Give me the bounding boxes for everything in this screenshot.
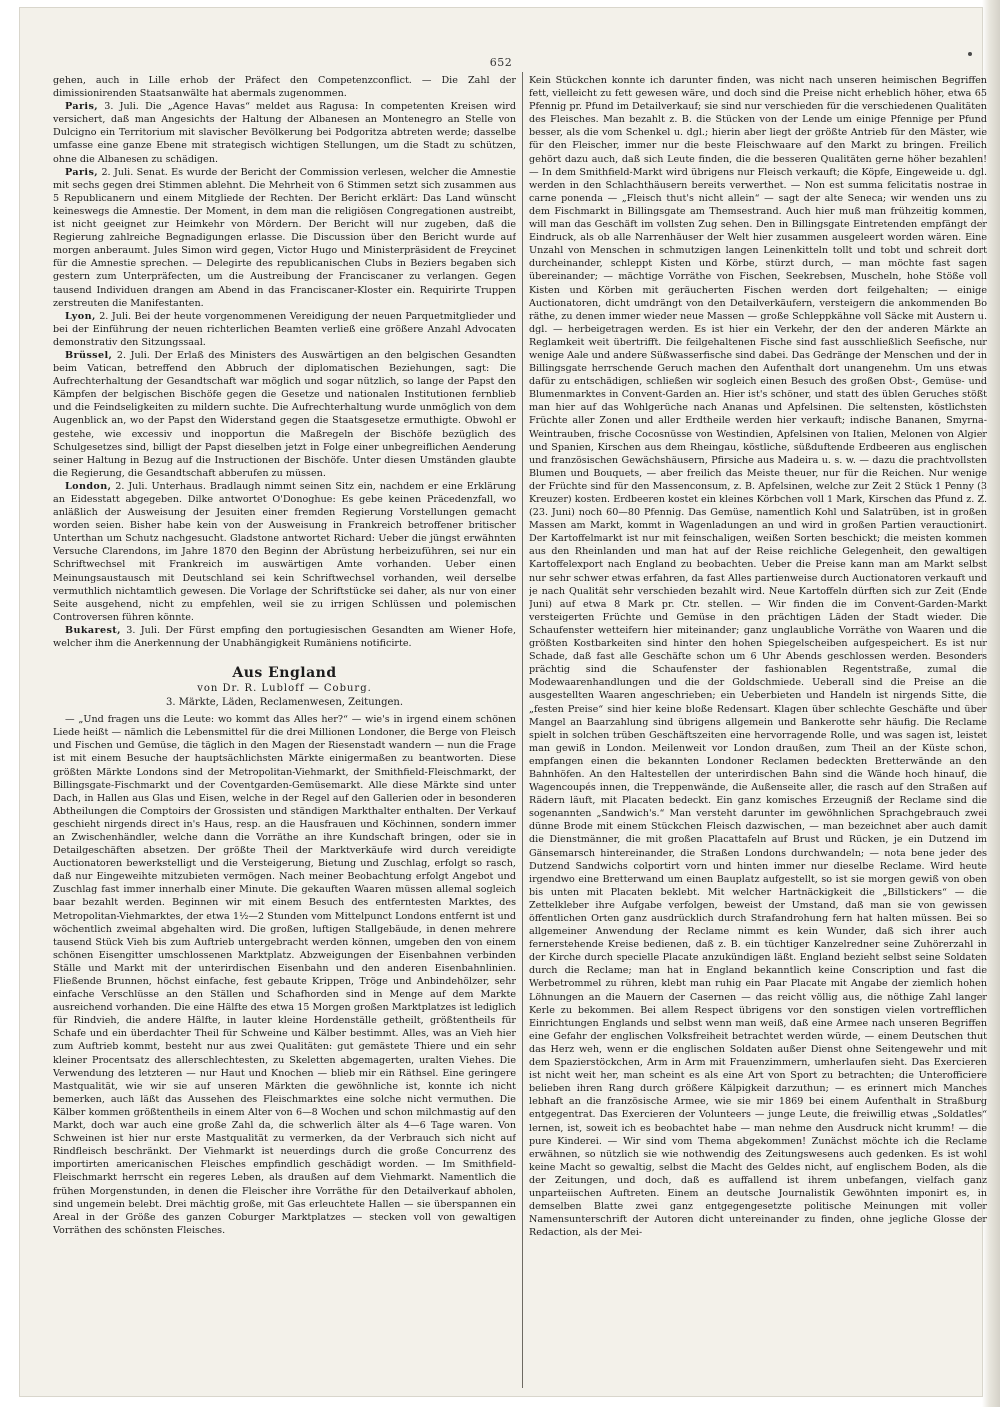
right-column	[529, 74, 987, 1384]
left-column	[53, 74, 516, 1384]
news-dateline: London,	[65, 480, 112, 492]
news-item	[53, 624, 516, 650]
news-text: 2. Juli. Bei der heute vorgenommenen Vereidigung der neuen Parquetmitglieder und bei der Einführung der neuen richterlichen Beamten verließ eine größere Anzahl Advocaten demonstrativ den Sitzungssaal.	[53, 310, 516, 348]
news-dateline: Paris,	[65, 101, 99, 113]
news-item	[53, 74, 516, 100]
scan-speck	[968, 52, 972, 56]
column-divider	[522, 72, 523, 1388]
news-text: gehen, auch in Lille erhob der Präfect den Competenzconflict. — Die Zahl der dimissionirenden Staatsanwälte hat abermals zugenommen.	[53, 75, 516, 100]
news-text: 2. Juli. Unterhaus. Bradlaugh nimmt seinen Sitz ein, nachdem er eine Erklärung an Eidesstatt abgegeben. Dilke antwortet O'Donoghue: Es gebe keinen Präcedenzfall, wo anläßlich der Ausweisung der Jesuiten einer fremden Regierung Vorstellungen gemacht worden seien. Bisher habe kein von der Ausweisung in Frankreich betroffener britischer Unterthan um Schutz nachgesucht. Gladstone antwortet Richard: Ueber die jüngst erwähnten Versuche Clarendons, im Jahre 1870 den Beginn der Abrüstung herbeizuführen, sei nur ein Schriftwechsel mit Frankreich im auswärtigen Amte vorhanden. Ueber einen Meinungsaustausch mit Deutschland sei kein Schriftwechsel vorhanden, weil derselbe vermuthlich nichtamtlich gewesen. Die Vorlage der Schriftstücke sei daher, als nur von einer Seite ausgehend, nicht zu empfehlen, weil sie zu irrigen Schlüssen und polemischen Controversen führen könnte.	[53, 480, 516, 623]
news-item	[53, 100, 516, 165]
news-text: 2. Juli. Senat. Es wurde der Bericht der Commission verlesen, welcher die Amnestie mit sechs gegen drei Stimmen ablehnt. Die Mehrheit von 6 Stimmen setzt sich zusammen aus 5 Republicanern und einem Mitgliede der Rechten. Der Bericht erklärt: Das Land wünscht keineswegs die Amnestie. Der Moment, in dem man die religiösen Congregationen austreibt, ist nicht geeignet zur Heimkehr von Mördern. Der Bericht will nur zugeben, daß die Regierung zahlreiche Begnadigungen erlasse. Die Discussion über den Bericht wurde auf morgen anberaumt. Jules Simon wird gegen, Victor Hugo und Ministerpräsident de Freycinet für die Amnestie sprechen. — Delegirte des republicanischen Clubs in Beziers begaben sich gestern zum Unterpräfecten, um die Austreibung der Franciscaner zu verlangen. Gegen tausend Individuen drangen am Abend in das Franciscaner-Kloster ein. Requirirte Truppen zerstreuten die Manifestanten.	[53, 166, 516, 309]
newspaper-page	[20, 8, 987, 1396]
news-text: 3. Juli. Der Fürst empfing den portugiesischen Gesandten am Wiener Hofe, welcher ihm die Anerkennung der Unabhängigkeit Rumäniens notificirte.	[53, 624, 516, 650]
news-item	[53, 349, 516, 480]
section-topic: 3. Märkte, Läden, Reclamenwesen, Zeitungen.	[165, 697, 404, 709]
news-dateline: Bukarest,	[65, 624, 121, 636]
section-title: Aus England	[232, 665, 337, 682]
news-dateline: Brüssel,	[65, 349, 113, 361]
news-dateline: Lyon,	[65, 310, 96, 322]
news-item	[53, 480, 516, 624]
news-text: 3. Juli. Die „Agence Havas“ meldet aus Ragusa: In competenten Kreisen wird versichert, daß man Angesichts der Haltung der Albanesen an Montenegro an Stelle von Dulcigno ein Territorium mit slavischer Bevölkerung bei Podgoritza abtreten werde; dasselbe umfasse eine ganze Ebene mit strategisch wichtigen Stellungen, um die Stadt zu schützen, ohne die Albanesen zu schädigen.	[53, 101, 516, 165]
news-item	[53, 166, 516, 310]
article-paragraph: — „Und fragen uns die Leute: wo kommt das Alles her?“ — wie's in irgend einem schönen Liede heißt — nämlich die Lebensmittel für die drei Millionen Londoner, die Berge von Fleisch und Fischen und Gemüse, die täglich in den Magen der Riesenstadt wandern — nun die Frage ist mit einem Besuche der hauptsächlichsten Märkte einigermaßen zu beantworten. Diese größten Märkte Londons sind der Metropolitan-Viehmarkt, der Smithfield-Fleischmarkt, der Billingsgate-Fischmarkt und der Coventgarden-Gemüsemarkt. Alle diese Märkte sind unter Dach, in Hallen aus Glas und Eisen, welche in der Regel auf den Gallerien oder in besonderen Abtheilungen die Comptoirs der Grossisten und ständigen Markthalter enthalten. Der Verkauf geschieht nirgends direct in's Haus, resp. an die Hausfrauen und Köchinnen, sondern immer an Zwischenhändler, welche dann die Vorräthe an ihre Kundschaft bringen, oder sie in Detailgeschäften absetzen. Der größte Theil der Marktverkäufe wird durch vereidigte Auctionatoren bewerkstelligt und die Versteigerung, Bietung und Zuschlag, erfolgt so rasch, daß nur Eingeweihte mitzubieten vermögen. Nach meiner Beobachtung erfolgt Angebot und Zuschlag fast immer innerhalb einer Minute. Die gekauften Waaren müssen allemal sogleich baar bezahlt werden. Beginnen wir mit einem Besuch des entferntesten Marktes, des Metropolitan-Viehmarktes, der etwa 1½—2 Stunden vom Mittelpunct Londons entfernt ist und wöchentlich zweimal abgehalten wird. Die großen, luftigen Stallgebäude, in denen mehrere tausend Stück Vieh bis zum Auftrieb untergebracht werden können, umgeben den von einem schönen Eisengitter umschlossenen Marktplatz. Abzweigungen der Eisenbahnen verbinden Ställe und Markt mit der unterirdischen Eisenbahn und den anderen Eisenbahnlinien. Fließende Brunnen, höchst einfache, fest gebaute Krippen, Tröge und Anbindehölzer, sehr einfache Verschlüsse an den Ställen und Schafhorden sind in Menge auf dem Markte ausreichend vorhanden. Die eine Hälfte des etwa 15 Morgen großen Marktplatzes ist lediglich für Rindvieh, die andere Hälfte, in lauter kleine Hordenställe getheilt, größtentheils für Schafe und ein überdachter Theil für Schweine und Kälber bestimmt. Alles, was an Vieh hier zum Auftrieb kommt, besteht nur aus zwei Qualitäten: gut gemästete Thiere und ein sehr kleiner Procentsatz des allerschlechtesten, zu Skeletten abgemagerten, uralten Viehes. Die Verwendung des letzteren — nur Haut und Knochen — blieb mir ein Räthsel. Eine geringere Mastqualität, wie wir sie auf unseren Märkten die gewöhnliche ist, konnte ich nicht bemerken, auch läßt das Aussehen des Fleischmarktes eine solche nicht vermuthen. Die Kälber kommen größtentheils in einem Alter von 6—8 Wochen und schon milchmastig auf den Markt, doch war auch eine große Zahl da, die schwerlich älter als 4—6 Tage waren. Von Schweinen ist hier nur erste Mastqualität zu vermerken, da der Verbrauch sich nicht auf Rindfleisch beschränkt. Der Viehmarkt ist neuerdings durch die große Concurrenz des importirten americanischen Fleisches empfindlich geschädigt worden. — Im Smithfield-Fleischmarkt herrscht ein regeres Leben, als draußen auf dem Viehmarkt. Namentlich die frühen Morgenstunden, in denen die Fleischer ihre Vorräthe für den Detailverkauf abholen, sind ungemein belebt. Drei mächtig große, mit Gas erleuchtete Hallen — sie überspannen ein Areal in der Größe des ganzen Coburger Marktplatzes — stecken voll von gewaltigen Vorräthen des schönsten Fleisches.	[53, 714, 516, 1236]
article-paragraph: Kein Stückchen konnte ich darunter finden, was nicht nach unseren heimischen Begriffen fett, vielleicht zu fett gewesen wäre, und doch sind die Preise nicht erheblich höher, etwa 65 Pfennig pr. Pfund im Detailverkauf; sie sind nur verschieden für die verschiedenen Qualitäten des Fleisches. Man bezahlt z. B. die Stücken von der Lende um einige Pfennige per Pfund besser, als die vom Schenkel u. dgl.; hierin aber liegt der größte Antrieb für den Mäster, wie für den Fleischer, immer nur die beste Fleischwaare auf den Markt zu bringen. Freilich gehört dazu auch, daß sich Leute finden, die die besseren Qualitäten gerne höher bezahlen! — In dem Smithfield-Markt wird übrigens nur Fleisch verkauft; die Köpfe, Eingeweide u. dgl. werden in den Schlachthäusern bereits verwerthet. — Non est summa felicitatis nostrae in carne ponenda — „Fleisch thut's nicht allein“ — sagt der alte Seneca; wir wenden uns zu dem Fischmarkt in Billingsgate am Themsestrand. Auch hier muß man frühzeitig kommen, will man das Geschäft im vollsten Zug sehen. Den in Billingsgate Eintretenden empfängt der Eindruck, als ob alle Narrenhäuser der Welt hier zusammen ausgeleert worden wären. Eine Unzahl von Menschen in schmutzigen langen Leinenkitteln tollt und tobt und schreit dort durcheinander, schleppt Kisten und Körbe, stürzt durch, — man möchte fast sagen übereinander; — mächtige Vorräthe von Fischen, Seekrebsen, Muscheln, hohe Stöße voll Kisten und Körben mit geräucherten Fischen werden dort feilgehalten; — einige Auctionatoren, dicht umdrängt von den Detailverkäufern, versteigern die ankommenden Bo räthe, zu denen immer wieder neue Massen — große Schleppkähne voll Säcke mit Austern u. dgl. — herbeigetragen werden. Es ist hier ein Verkehr, der den der anderen Märkte an Reglamkeit weit übertrifft. Die feilgehaltenen Fische sind fast ausschließlich Seefische, nur wenige Aale und andere Süßwasserfische sind dabei. Das Gedränge der Menschen und der in Billingsgate herrschende Geruch machen den Aufenthalt dort unangenehm. Um uns etwas dafür zu entschädigen, schließen wir sogleich einen Besuch des großen Obst-, Gemüse- und Blumenmarktes in Convent-Garden an. Hier ist's schöner, und statt des üblen Geruches stößt man hier auf das Wohlgerüche nach Ananas und Apfelsinen. Die seltensten, köstlichsten Früchte aller Zonen und aller Erdtheile werden hier verkauft; indische Bananen, Smyrna-Weintrauben, frische Cocosnüsse von Westindien, Apfelsinen von Italien, Melonen von Algier und Spanien, Kirschen aus dem Rheingau, köstliche, süßduftende Erdbeeren aus englischen und französischen Gewächshäusern, Pfirsiche aus Madeira u. s. w. — dazu die prachtvollsten Blumen und Bouquets, — aber freilich das Meiste theuer, nur für die Reichen. Nur wenige der Früchte sind für den Massenconsum, z. B. Apfelsinen, welche zur Zeit 2 Stück 1 Penny (3 Kreuzer) kosten. Erdbeeren kostet ein kleines Körbchen voll 1 Mark, Kirschen das Pfund z. Z. (23. Juni) noch 60—80 Pfennig. Das Gemüse, namentlich Kohl und Salatrüben, ist in großen Massen am Markt, kommt in Wagenladungen an und wird in großen Partien verauctionirt. Der Kartoffelmarkt ist nur mit feinschaligen, weißen Sorten beschickt; die meisten kommen aus den Rheinlanden und man hat auf der Reise reichliche Gelegenheit, den gewaltigen Kartoffelexport nach England zu beobachten. Ueber die Preise kann man am Markt selbst nur sehr schwer etwas erfahren, da fast Alles partienweise durch Auctionatoren verkauft und je nach Qualität sehr verschieden bezahlt wird. Neue Kartoffeln dürften sich zur Zeit (Ende Juni) auf etwa 8 Mark pr. Ctr. stellen. — Wir finden die im Convent-Garden-Markt versteigerten Früchte und Gemüse in den prächtigen Läden der Stadt wieder. Die Schaufenster wetteifern hier miteinander; ganz unglaubliche Vorräthe von Waaren und die größten Kostbarkeiten sind hinter den hohen Spiegelscheiben aufgespeichert. Es ist nur Schade, daß fast alle Geschäfte schon um 6 Uhr Abends geschlossen werden. Besonders prächtig sind die Schaufenster der fashionablen Regentstraße, zumal die Modewaarenhandlungen und die der Goldschmiede. Ueberall sind die Preise an die ausgestellten Waaren angeschrieben; ein Ueberbieten und Handeln ist nirgends Sitte, die „festen Preise“ sind hier keine bloße Redensart. Klagen über schlechte Geschäfte und über Mangel an Baarzahlung sind übrigens allgemein und Bankerotte sehr häufig. Die Reclame spielt in solchen trüben Geschäftszeiten eine hervorragende Rolle, und was sagen ist, leistet man gewiß in London. Meilenweit vor London draußen, zum Theil an der Küste schon, empfangen einen die bekannten Londoner Reclamen bedeckten Bretterwände an den Bahnhöfen. An den Haltestellen der unterirdischen Bahn sind die Wände hoch hinauf, die Wagencoupés innen, die Treppenwände, die Außenseite aller, die rasch auf den Straßen auf Rädern läuft, mit Placaten bedeckt. Ein ganz komisches Erzeugniß der Reclame sind die sogenannten „Sandwich's.“ Man versteht darunter im gewöhnlichen Sprachgebrauch zwei dünne Brode mit einem Stückchen Fleisch dazwischen, — man bezeichnet aber auch damit die Dienstmänner, die mit großen Placattafeln auf Brust und Rücken, je ein Dutzend im Gänsemarsch hintereinander, die Straßen Londons durchwandeln; — nota bene jeder des Dutzend Sandwichs colportirt vorn und hinten immer nur dieselbe Reclame. Wird heute irgendwo eine Bretterwand um einen Bauplatz aufgestellt, so ist sie morgen gewiß von oben bis unten mit Placaten beklebt. Mit welcher Hartnäckigkeit die „Billstickers“ — die Zettelkleber ihre Aufgabe verfolgen, beweist der Umstand, daß man sie von gewissen öffentlichen Orten ganz ausdrücklich durch Strafandrohung fern hat halten müssen. Bei so allgemeiner Anwendung der Reclame nimmt es kein Wunder, daß sich ihrer auch fernerstehende Kreise bedienen, daß z. B. ein tüchtiger Kanzelredner seine Zuhörerzahl in der Kirche durch specielle Placate anzukündigen läßt. England bezieht selbst seine Soldaten durch die Reclame; man hat in England bekanntlich keine Conscription und fast die Werbetrommel zu rühren, klebt man ruhig ein Paar Placate mit Angabe der ziemlich hohen Löhnungen an die Mauern der Casernen — das reicht völlig aus, die nöthige Zahl langer Kerle zu bekommen. Bei allem Respect übrigens vor den sonstigen vielen vortrefflichen Einrichtungen Englands und selbst wenn man weiß, daß eine Armee nach unseren Begriffen eine Gefahr der englischen Volksfreiheit betrachtet werden würde, — einem Deutschen thut das Herz weh, wenn er die englischen Soldaten außer Dienst ohne Seitengewehr und mit dem Spazierstöckchen, Arm in Arm mit Frauenzimmern, umherlaufen sieht. Das Exercieren ist nicht weit her, man scheint es als eine Art von Sport zu betrachten; die Unterofficiere belieben ihren Rang durch größere Kälpigkeit darzuthun; — es erinnert mich Manches lebhaft an die französische Armee, wie sie mir 1869 bei einem Aufenthalt in Straßburg entgegentrat. Das Exercieren der Volunteers — junge Leute, die freiwillig etwas „Soldatles“ lernen, ist, soweit ich es beobachtet habe — man nehme den Ausdruck nicht krumm! — die pure Kinderei. — Wir sind vom Thema abgekommen! Zunächst möchte ich die Reclame erwähnen, so nützlich sie wie nothwendig des Zeitungswesens auch gedenken. Es ist wohl keine Macht so gewaltig, selbst die Macht des Geldes nicht, auf englischem Boden, als die der Zeitungen, und doch, daß es auffallend ist ihrem unbefangen, vielfach ganz unparteiischen Auftreten. Einem an deutsche Journalistik Gewöhnten imponirt es, in demselben Blatte zwei ganz entgegengesetzte politische Meinungen mit voller Namensunterschrift der Autoren dicht untereinander zu finden, ohne jegliche Glosse der Redaction, als der Mei-	[529, 75, 987, 1239]
section-author: von Dr. R. Lubloff — Coburg.	[197, 683, 372, 695]
news-text: 2. Juli. Der Erlaß des Ministers des Auswärtigen an den belgischen Gesandten beim Vatican, betreffend den Abbruch der diplomatischen Beziehungen, sagt: Die Aufrechterhaltung der Gesandtschaft war möglich und sogar nützlich, so lange der Papst den Kämpfen der belgischen Bischöfe gegen die Gesetze und nationalen Institutionen fernblieb und die Feindseligkeiten zu mildern suchte. Die Aufrechterhaltung wurde unmöglich von dem Augenblick an, wo der Papst den Widerstand gegen die Staatsgesetze ermuthigte. Obwohl er gestehe, wie excessiv und inopportun die Maßregeln der Bischöfe bezüglich des Schulgesetzes sind, billigt der Papst dieselben jetzt in Folge einer unbegreiflichen Aenderung seiner Haltung in Bezug auf die Instructionen der Bischöfe. Unter diesen Umständen glaubte die Regierung, die Gesandtschaft abberufen zu müssen.	[53, 349, 516, 479]
page-number: 652	[489, 56, 513, 69]
news-dateline: Paris,	[65, 166, 99, 178]
news-item	[53, 310, 516, 349]
